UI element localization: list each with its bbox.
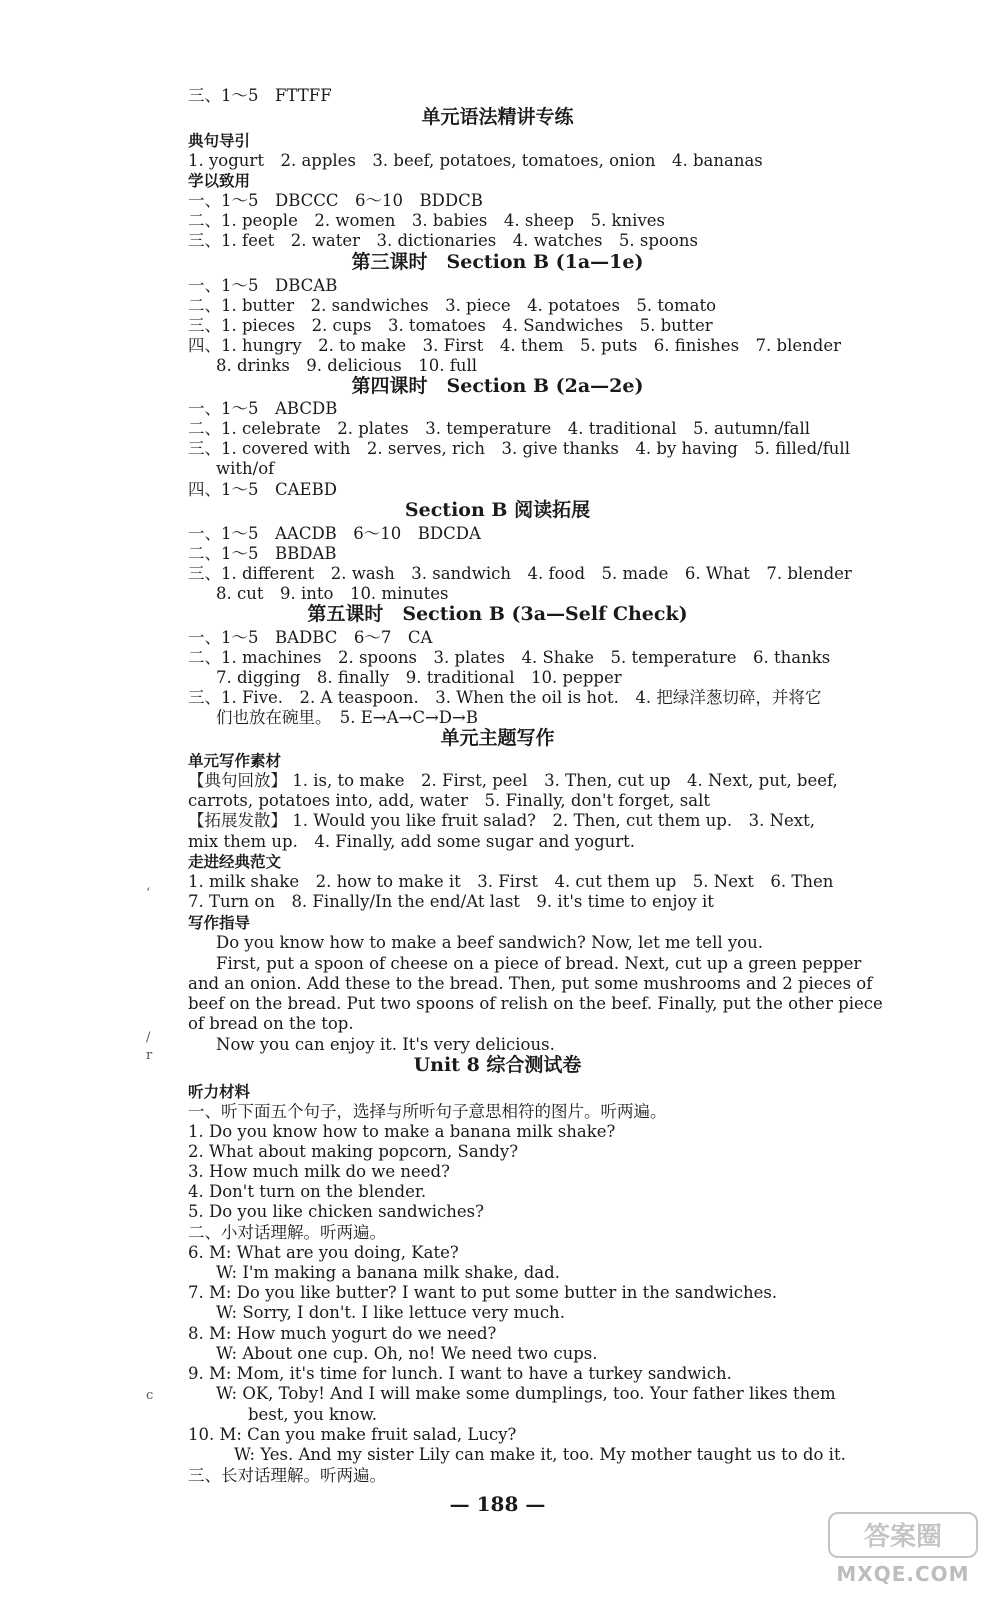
listening-line: 1. Do you know how to make a banana milk shake?	[188, 1122, 616, 1141]
subheading: 走进经典范文	[188, 853, 282, 871]
subheading: 单元写作素材	[188, 752, 282, 770]
listening-line: best, you know.	[248, 1405, 378, 1424]
listening-line: 10. M: Can you make fruit salad, Lucy?	[188, 1425, 517, 1444]
listening-line: 5. Do you like chicken sandwiches?	[188, 1202, 484, 1221]
answer-line: 一、1～5 BADBC 6～7 CA	[188, 628, 433, 647]
answer-line: 1. yogurt 2. apples 3. beef, potatoes, tomatoes, onion 4. bananas	[188, 151, 763, 170]
section-heading: 第三课时 Section B (1a—1e)	[351, 251, 644, 273]
listening-line: 二、小对话理解。听两遍。	[188, 1223, 386, 1242]
listening-line: 9. M: Mom, it's time for lunch. I want to have a turkey sandwich.	[188, 1364, 732, 1383]
section-heading: 单元主题写作	[440, 727, 555, 749]
answer-line: 8. drinks 9. delicious 10. full	[216, 356, 477, 375]
listening-line: 三、长对话理解。听两遍。	[188, 1466, 386, 1485]
listening-line: W: I'm making a banana milk shake, dad.	[216, 1263, 560, 1282]
answer-line: 三、1～5 FTTFF	[188, 86, 332, 105]
margin-mark: r	[146, 1048, 153, 1063]
answer-line: 三、1. feet 2. water 3. dictionaries 4. watches 5. spoons	[188, 231, 698, 250]
subheading: 写作指导	[188, 914, 251, 932]
answer-line: 二、1～5 BBDAB	[188, 544, 337, 563]
margin-mark: c	[146, 1388, 154, 1403]
section-heading: 单元语法精讲专练	[421, 106, 574, 128]
answer-line: 一、1～5 ABCDB	[188, 399, 338, 418]
answer-line: 【典句回放】 1. is, to make 2. First, peel 3. Then, cut up 4. Next, put, beef,	[188, 771, 838, 790]
answer-line: with/of	[216, 459, 275, 478]
answer-line: 7. Turn on 8. Finally/In the end/At last 9. it's time to enjoy it	[188, 892, 714, 911]
answer-line: 二、1. celebrate 2. plates 3. temperature 4. traditional 5. autumn/fall	[188, 419, 811, 438]
section-heading: 第四课时 Section B (2a—2e)	[351, 375, 644, 397]
listening-line: 4. Don't turn on the blender.	[188, 1182, 427, 1201]
answer-line: 8. cut 9. into 10. minutes	[216, 584, 449, 603]
answer-line: 【拓展发散】 1. Would you like fruit salad? 2. Then, cut them up. 3. Next,	[188, 811, 815, 830]
answer-line: 三、1. covered with 2. serves, rich 3. give thanks 4. by having 5. filled/full	[188, 439, 850, 458]
essay-line: Do you know how to make a beef sandwich? Now, let me tell you.	[216, 933, 763, 952]
answer-line: 四、1～5 CAEBD	[188, 480, 337, 499]
essay-line: beef on the bread. Put two spoons of relish on the beef. Finally, put the other piece	[188, 994, 883, 1013]
listening-line: W: OK, Toby! And I will make some dumplings, too. Your father likes them	[216, 1384, 836, 1403]
answer-line: 三、1. different 2. wash 3. sandwich 4. food 5. made 6. What 7. blender	[188, 564, 852, 583]
essay-line: First, put a spoon of cheese on a piece of bread. Next, cut up a green pepper	[216, 954, 862, 973]
answer-line: 二、1. butter 2. sandwiches 3. piece 4. potatoes 5. tomato	[188, 296, 717, 315]
section-heading: Section B 阅读拓展	[404, 499, 591, 521]
subheading: 典句导引	[188, 132, 251, 150]
answer-line: 三、1. Five. 2. A teaspoon. 3. When the oil is hot. 4. 把绿洋葱切碎，并将它	[188, 688, 822, 707]
listening-line: W: Sorry, I don't. I like lettuce very much.	[216, 1303, 565, 1322]
watermark-logo	[828, 1512, 978, 1584]
watermark-url: MXQE.COM	[836, 1562, 970, 1586]
page-number: — 188 —	[449, 1492, 546, 1516]
listening-line: 7. M: Do you like butter? I want to put some butter in the sandwiches.	[188, 1283, 778, 1302]
section-heading: Unit 8 综合测试卷	[413, 1054, 582, 1076]
listening-line: 6. M: What are you doing, Kate?	[188, 1243, 459, 1262]
answer-line: 三、1. pieces 2. cups 3. tomatoes 4. Sandwiches 5. butter	[188, 316, 713, 335]
answer-line: 1. milk shake 2. how to make it 3. First 4. cut them up 5. Next 6. Then	[188, 872, 834, 891]
watermark-title: 答案圈	[828, 1512, 978, 1558]
subheading: 听力材料	[188, 1083, 251, 1101]
answer-line: carrots, potatoes into, add, water 5. Finally, don't forget, salt	[188, 791, 711, 810]
answer-line: 一、1～5 DBCCC 6～10 BDDCB	[188, 191, 483, 210]
answer-line: 二、1. people 2. women 3. babies 4. sheep 5. knives	[188, 211, 666, 230]
essay-line: Now you can enjoy it. It's very delicious.	[216, 1035, 555, 1054]
answer-line: 二、1. machines 2. spoons 3. plates 4. Shake 5. temperature 6. thanks	[188, 648, 831, 667]
section-heading: 第五课时 Section B (3a—Self Check)	[307, 603, 688, 625]
answer-line: mix them up. 4. Finally, add some sugar and yogurt.	[188, 832, 636, 851]
essay-line: of bread on the top.	[188, 1014, 354, 1033]
listening-line: 3. How much milk do we need?	[188, 1162, 450, 1181]
answer-line: 一、1～5 AACDB 6～10 BDCDA	[188, 524, 481, 543]
subheading: 学以致用	[188, 172, 251, 190]
listening-line: 2. What about making popcorn, Sandy?	[188, 1142, 519, 1161]
listening-line: W: About one cup. Oh, no! We need two cups.	[216, 1344, 598, 1363]
answer-line: 们也放在碗里。 5. E→A→C→D→B	[216, 708, 478, 727]
listening-line: 一、听下面五个句子，选择与所听句子意思相符的图片。听两遍。	[188, 1102, 667, 1121]
listening-line: 8. M: How much yogurt do we need?	[188, 1324, 497, 1343]
answer-line: 四、1. hungry 2. to make 3. First 4. them 5. puts 6. finishes 7. blender	[188, 336, 841, 355]
answer-line: 一、1～5 DBCAB	[188, 276, 338, 295]
margin-mark: /	[146, 1030, 151, 1045]
answer-line: 7. digging 8. finally 9. traditional 10. pepper	[216, 668, 622, 687]
essay-line: and an onion. Add these to the bread. Then, put some mushrooms and 2 pieces of	[188, 974, 873, 993]
margin-mark: ʻ	[146, 886, 151, 901]
listening-line: W: Yes. And my sister Lily can make it, too. My mother taught us to do it.	[234, 1445, 846, 1464]
